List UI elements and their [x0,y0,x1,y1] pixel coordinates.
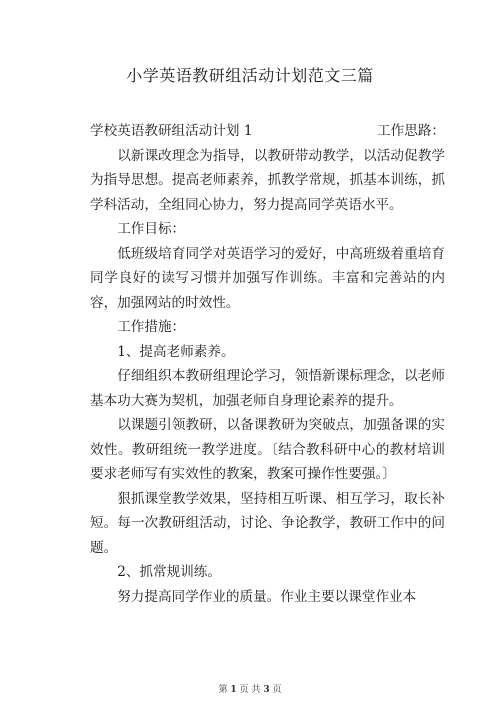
plan-heading-line [90,119,445,144]
paragraph-homework-quality: 努力提高同学作业的质量。作业主要以课堂作业本 [117,588,417,605]
paragraph-theory-study: 仔细组织本教研组理论学习，领悟新课标理念，以老师基本功大赛为契机，加强老师自身理论素养的提升。 [90,368,445,409]
page-current-number: 1 [230,685,237,695]
heading-measure-2: 2、抓常规训练。 [117,564,221,580]
thinking-label: 工作思路： [377,123,445,139]
page-suffix: 页 [272,685,282,695]
heading-work-goals: 工作目标： [117,221,186,237]
page-prefix: 第 [218,685,228,695]
paragraph-lesson-research: 以课题引领教研，以备课教研为突破点，加强备课的实效性。教研组统一教学进度。〔结合教科研中心的教材培训要求老师写有实效性的教案，教案可操作性要强。〕 [90,417,445,482]
page-footer [0,684,500,696]
document-body [90,119,445,609]
page-mid-text: 页 共 [239,685,261,695]
paragraph-classroom-effect: 狠抓课堂教学效果，坚持相互听课、相互学习，取长补短。每一次教研组活动，讨论、争论教学，教研工作中的问题。 [90,490,445,556]
plan-label: 学校英语教研组活动计划 1 [90,123,253,139]
paragraph-guiding-idea: 以新课改理念为指导，以教研带动教学，以活动促教学为指导思想。提高老师素养，抓教学常规，抓基本训练，抓学科活动，全组同心协力，努力提高同学英语水平。 [90,147,445,213]
document-title: 小学英语教研组活动计划范文三篇 [126,66,374,85]
heading-measure-1: 1、提高老师素养。 [117,343,235,360]
heading-work-measures: 工作措施： [117,319,186,335]
paragraph-work-goals: 低班级培育同学对英语学习的爱好，中高班级着重培育同学良好的读写习惯并加强写作训练。丰富和完善站的内容，加强网站的时效性。 [90,245,445,311]
page-total-number: 3 [263,685,270,695]
